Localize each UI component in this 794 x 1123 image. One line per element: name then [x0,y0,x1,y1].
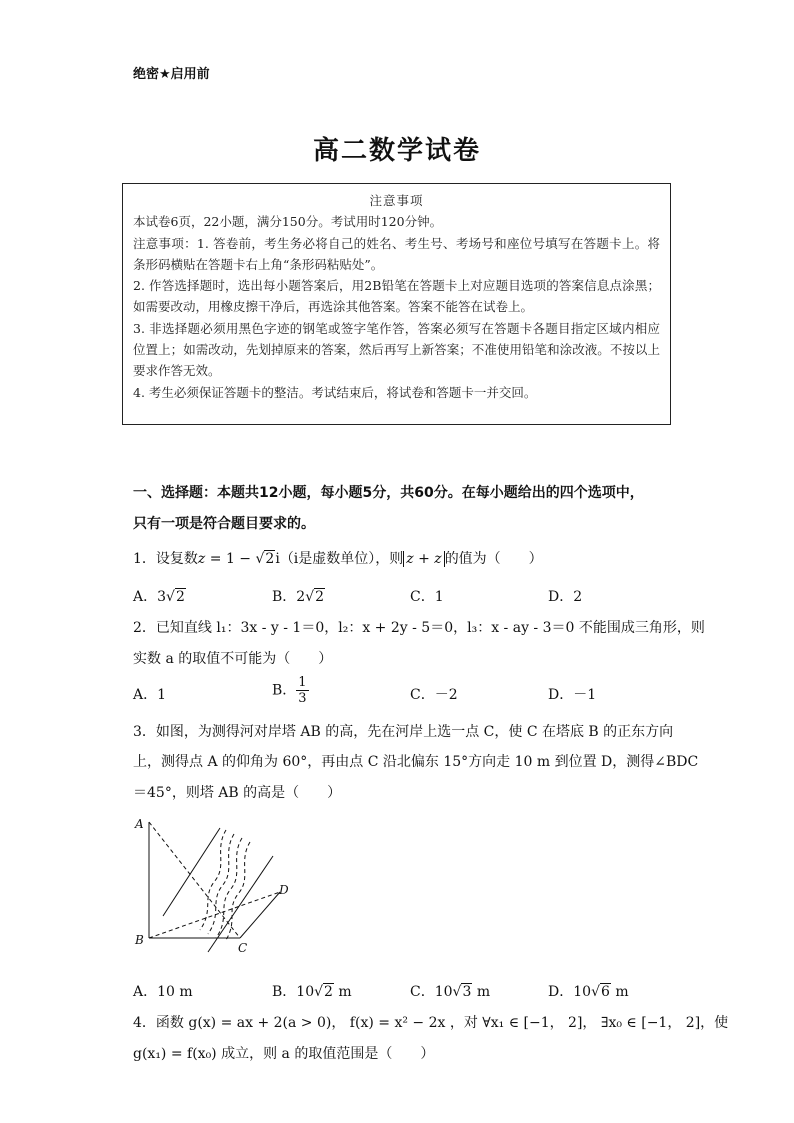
option-rad: 2 [175,589,185,605]
option-text: 1 [434,589,444,605]
option-text: 1 [157,687,167,703]
q1-prefix: 1．设复数 [133,551,198,567]
question-1: 1．设复数z = 1 − √2i（i是虚数单位），则 z + z 的值为（ ） [133,551,543,567]
option-letter: A． [133,687,158,703]
option-coef: 2 [296,589,306,605]
exam-title: 高二数学试卷 [312,136,481,166]
question-4-line2: g(x₁) = f(x₀) 成立，则 a 的取值范围是（ ） [133,1046,435,1062]
notice-box [122,183,671,425]
option-rad: 2 [324,984,333,1000]
notice-line: 2. 作答选择题时，选出每小题答案后，用2B铅笔在答题卡上对应题目选项的答案信息点涂黑；如需要改动，用橡皮擦干净后，再选涂其他答案。答案不能答在试卷上。 [133,278,660,315]
section-heading-line2: 只有一项是符合题目要求的。 [133,516,315,532]
label-a: A [135,817,144,831]
option-letter: C． [410,687,435,703]
section-heading-line1: 一、选择题：本题共12小题，每小题5分，共60分。在每小题给出的四个选项中， [133,485,644,501]
question-3-line3: ＝45°，则塔 AB 的高是（ ） [133,785,342,801]
fraction [296,675,308,706]
question-2-line1: 2．已知直线 l₁：3x - y - 1＝0，l₂：x + 2y - 5＝0，l₃：x - ay - 3＝0 不能围成三角形，则 [133,620,705,636]
option-letter: C． [410,589,435,605]
tower-river-figure [128,812,298,958]
fraction-den: 3 [298,691,307,706]
option-letter: B． [272,682,297,699]
notice-line: 注意事项：1. 答卷前，考生务必将自己的姓名、考生号、考场号和座位号填写在答题卡上。将条形码横贴在答题卡右上角“条形码粘贴处”。 [133,235,660,272]
q1-option-b: B．2√2 [272,589,325,605]
q1-sqrt: 2 [265,551,275,567]
option-letter: D． [548,687,574,703]
question-2-line2: 实数 a 的取值不可能为（ ） [133,651,333,667]
label-c: C [238,941,248,955]
river-bank-left [163,828,220,916]
fraction-num: 1 [298,675,307,690]
option-letter: D． [548,984,574,1000]
notice-heading: 注意事项 [369,193,424,208]
question-4-line1: 4．函数 g(x) = ax + 2(a > 0)， f(x) = x² − 2x ，对 ∀x₁ ∈ [−1， 2]， ∃x₀ ∈ [−1， 2]，使 [133,1015,729,1031]
q1-option-c [410,586,444,606]
q1-eq: = 1 − [205,551,256,567]
confidential-label: 绝密★启用前 [133,67,210,82]
option-text: 2 [573,589,583,605]
q2-option-a [133,684,166,704]
option-coef: 10 [434,984,453,1000]
option-unit: m [472,984,491,1000]
q1-paren: （i是虚数单位），则 [279,551,404,567]
option-unit: m [333,984,352,1000]
option-unit: m [610,984,629,1000]
q3-option-d: D．10√6 m [548,984,629,1000]
q3-option-b: B．10√2 m [272,984,352,1000]
option-text: －1 [573,687,597,703]
q1-option-d [548,586,582,606]
q1-option-a: A．3√2 [133,589,185,605]
option-letter: C． [410,984,435,1000]
option-rad: 3 [462,984,472,1000]
option-letter: A． [133,589,158,605]
river-flow-line [200,830,226,930]
q3-option-c: C．10√3 m [410,984,491,1000]
notice-line: 3. 非选择题必须用黑色字迹的钢笔或签字笔作答，答案必须写在答题卡各题目指定区域内相应位置上；如需改动，先划掉原来的答案，然后再写上新答案；不准使用铅笔和涂改液。不按以上要求作答无效。 [133,320,660,379]
label-d: D [279,883,289,897]
q3-option-a [133,981,193,1001]
q1-abs [403,551,444,567]
option-text: －2 [434,687,458,703]
option-coef: 10 [296,984,315,1000]
q1-i: i [275,551,280,567]
option-letter: B． [272,984,297,1000]
option-coef: 3 [157,589,167,605]
option-rad: 6 [600,984,610,1000]
q1-suffix: 的值为（ ） [444,551,543,567]
question-3-line1: 3．如图，为测得河对岸塔 AB 的高，先在河岸上选一点 C，使 C 在塔底 B 的正东方向 [133,724,674,740]
river-flow-line [226,842,250,940]
option-rad: 2 [315,589,325,605]
q1-var: z [197,551,206,567]
q2-option-c [410,684,458,704]
label-b: B [135,933,144,947]
q1-abs-text: z + z [406,551,442,567]
q2-option-b [272,675,309,706]
option-letter: B． [272,589,297,605]
q2-option-d [548,684,596,704]
option-letter: A． [133,984,158,1000]
question-3-line2: 上，测得点 A 的仰角为 60°，再由点 C 沿北偏东 15°方向走 10 m 到位置 D，测得∠BDC [133,754,699,770]
option-coef: 10 [573,984,592,1000]
notice-line: 4. 考生必须保证答题卡的整洁。考试结束后，将试卷和答题卡一并交回。 [133,384,537,400]
segment-cd [240,892,280,938]
option-letter: D． [548,589,574,605]
segment-ac [149,822,240,938]
river-flow-line [216,838,242,938]
option-text: 10 m [157,984,193,1000]
notice-line: 本试卷6页，22小题，满分150分。考试用时120分钟。 [133,214,443,230]
